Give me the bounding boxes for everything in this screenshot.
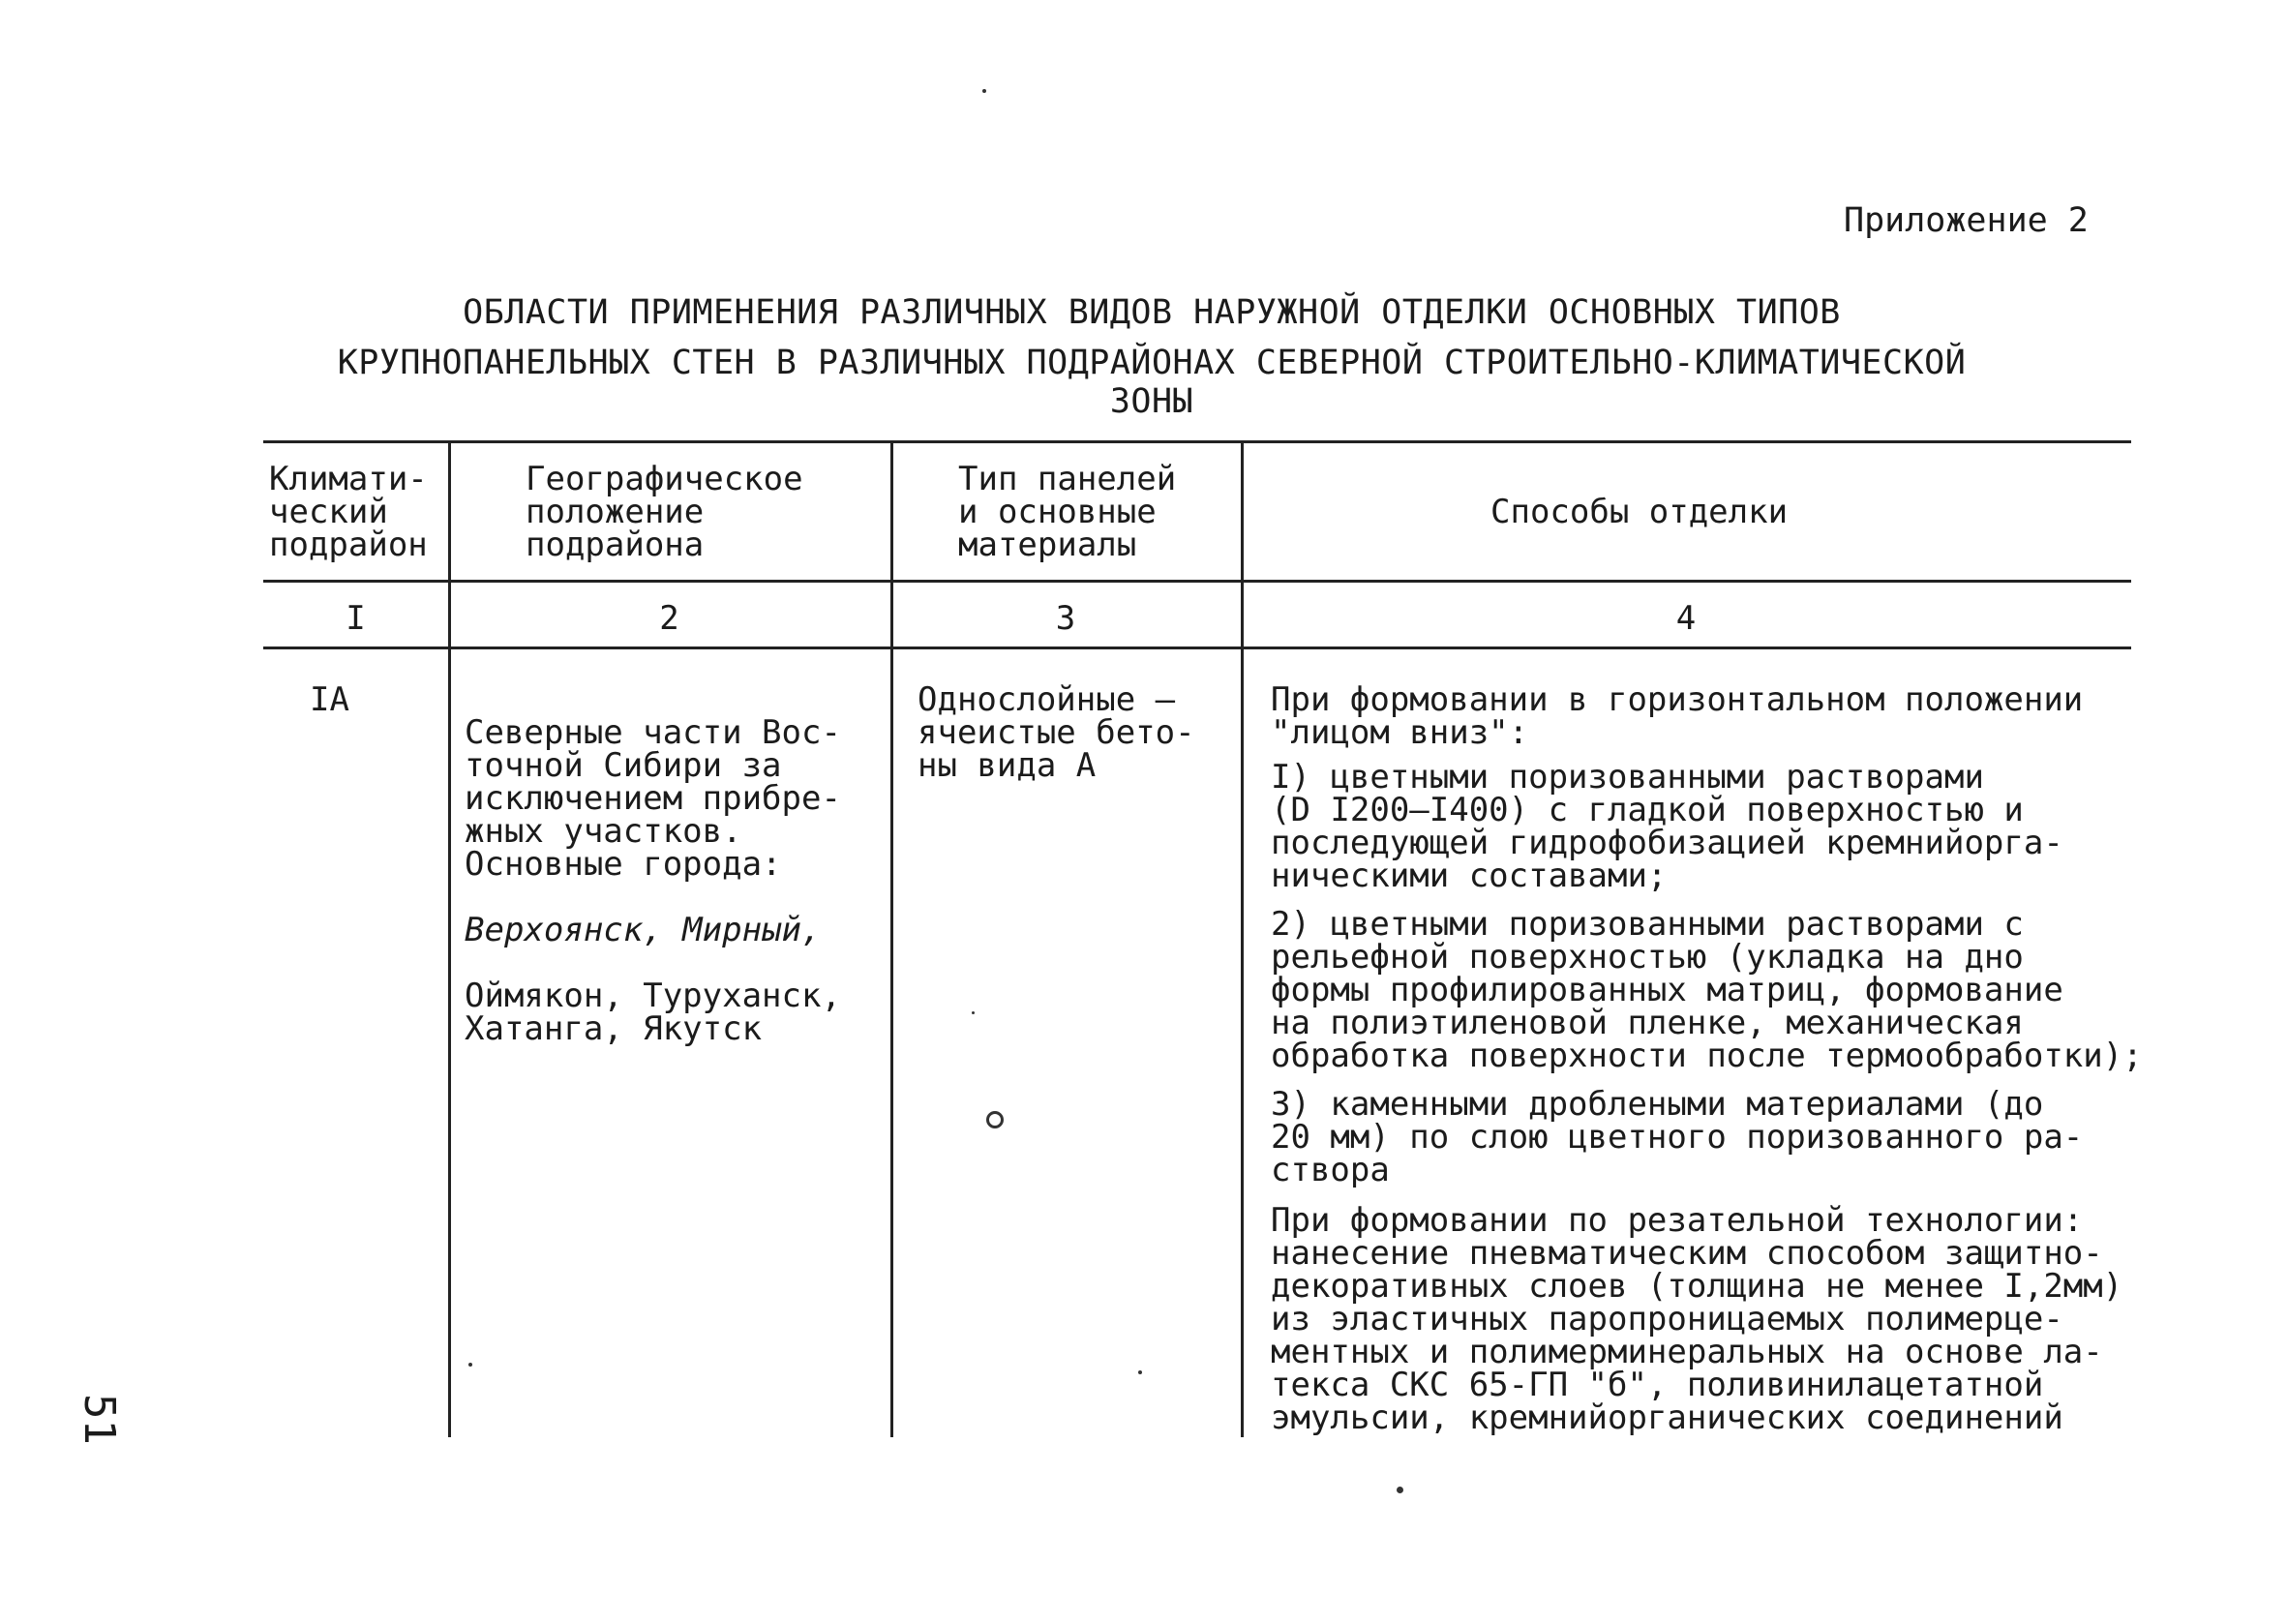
page-number: 51: [75, 1394, 124, 1445]
cell-panel-type: Однослойные – ячеистые бето- ны вида А: [918, 680, 1195, 785]
document-title-line-2: КРУПНОПАНЕЛЬНЫХ СТЕН В РАЗЛИЧНЫХ ПОДРАЙОНАХ СЕВЕРНОЙ СТРОИТЕЛЬНО-КЛИМАТИЧЕСКОЙ ЗОНЫ: [337, 344, 1967, 421]
table-top-rule: [263, 440, 2131, 443]
finishing-item-2: 2) цветными поризованными растворами с рельефной поверхностью (укладка на дно формы профилированных матриц, формование на полиэтиленовой пленке, механическая обработка поверхности после термообработки);: [1271, 905, 2143, 1075]
header-geography: Географическое положение подрайона: [526, 460, 803, 564]
appendix-label: Приложение 2: [1844, 201, 2089, 240]
scan-speck: [986, 1111, 1004, 1128]
header-subregion: Климати- ческий подрайон: [269, 460, 428, 564]
document-title-line-1: ОБЛАСТИ ПРИМЕНЕНИЯ РАЗЛИЧНЫХ ВИДОВ НАРУЖНОЙ ОТДЕЛКИ ОСНОВНЫХ ТИПОВ: [463, 293, 1841, 332]
geography-text: Северные части Вос- точной Сибири за исключением прибре- жных участков. Основные города:: [465, 713, 841, 884]
header-finishing: Способы отделки: [1490, 493, 1789, 531]
cell-subregion: IA: [310, 680, 349, 719]
table-header-rule: [263, 580, 2131, 583]
finishing-item-1: I) цветными поризованными растворами (D I200–I400) с гладкой поверхностью и последующей гидрофобизацией кремнийорга- ническими составами;: [1271, 758, 2063, 895]
finishing-cutting-technology: При формовании по резательной технологии: нанесение пневматическим способом защитно- декоративных слоев (толщина не менее I,2мм) из эластичных паропроницаемых полимерце- ментных и полимерминеральных на основе ла- текса СКС 65-ГП "б", поливинилацетатной эмульсии, кремнийорганических соединений: [1271, 1201, 2123, 1437]
geography-cities: Оймякон, Туруханск, Хатанга, Якутск: [465, 977, 841, 1048]
scan-speck: [1138, 1370, 1142, 1374]
header-panel-type: Тип панелей и основные материалы: [958, 460, 1177, 564]
scan-speck: [468, 1363, 472, 1367]
cell-geography: [465, 683, 887, 1078]
finishing-intro: При формовании в горизонтальном положении "лицом вниз":: [1271, 680, 2084, 752]
scan-speck: [1397, 1487, 1403, 1493]
scan-speck: [982, 89, 986, 93]
column-divider-3: [1241, 440, 1244, 1437]
column-divider-1: [448, 440, 451, 1437]
column-number-3: 3: [1055, 599, 1076, 638]
column-divider-2: [890, 440, 893, 1437]
scan-speck: [972, 1011, 975, 1014]
table-numbers-rule: [263, 647, 2131, 649]
finishing-item-3: 3) каменными дроблеными материалами (до 20 мм) по слою цветного поризованного ра- створа: [1271, 1085, 2084, 1189]
column-number-4: 4: [1675, 599, 1697, 638]
geography-cities-italic: Верхоянск, Мирный,: [465, 911, 822, 949]
column-number-1: I: [346, 599, 366, 638]
column-number-2: 2: [659, 599, 679, 638]
